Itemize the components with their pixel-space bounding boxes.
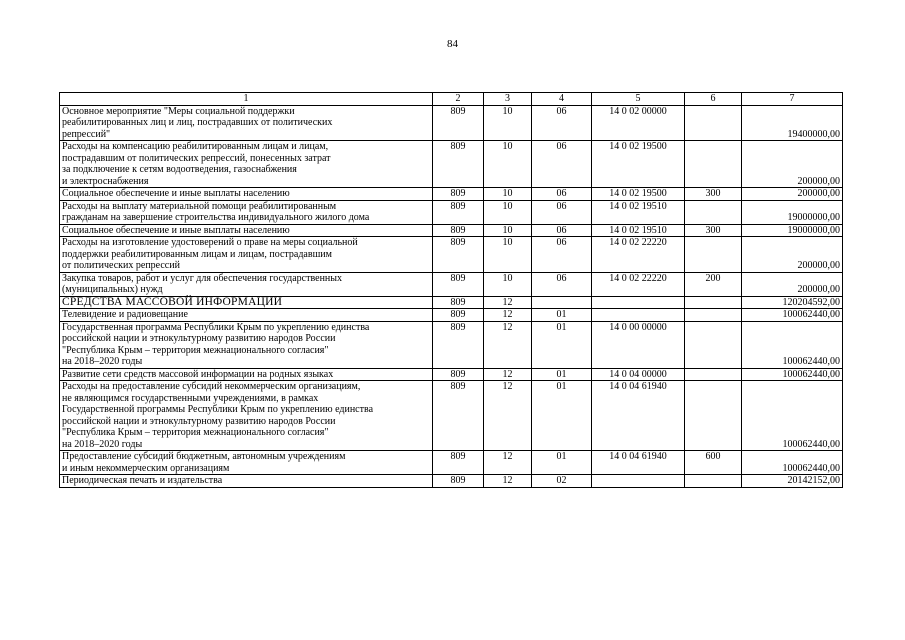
row-csr: 14 0 02 19500 — [592, 188, 685, 201]
row-csr — [592, 309, 685, 322]
table-row — [60, 200, 843, 224]
table-row — [60, 224, 843, 237]
row-rz: 12 — [484, 475, 532, 488]
row-pr: 01 — [532, 368, 592, 381]
row-pr: 01 — [532, 451, 592, 475]
row-rz: 10 — [484, 272, 532, 296]
row-gr: 809 — [433, 200, 484, 224]
row-name: Социальное обеспечение и иные выплаты населению — [60, 224, 433, 237]
row-vr: 600 — [685, 451, 742, 475]
row-name: Расходы на выплату материальной помощи реабилитированным гражданам на завершение строительства индивидуального жилого дома — [60, 200, 433, 224]
row-pr: 06 — [532, 272, 592, 296]
row-csr: 14 0 02 19510 — [592, 200, 685, 224]
row-csr: 14 0 02 19500 — [592, 141, 685, 188]
budget-table — [59, 92, 843, 488]
row-amount: 20142152,00 — [742, 475, 843, 488]
row-vr — [685, 141, 742, 188]
row-gr: 809 — [433, 188, 484, 201]
column-header: 4 — [532, 93, 592, 106]
row-vr — [685, 321, 742, 368]
row-vr: 200 — [685, 272, 742, 296]
row-csr — [592, 475, 685, 488]
table-row-section — [60, 296, 843, 309]
table-row — [60, 381, 843, 451]
row-name: Развитие сети средств массовой информации на родных языках — [60, 368, 433, 381]
row-name: Социальное обеспечение и иные выплаты населению — [60, 188, 433, 201]
row-vr — [685, 200, 742, 224]
table-row — [60, 237, 843, 273]
row-csr: 14 0 02 22220 — [592, 272, 685, 296]
row-vr: 300 — [685, 188, 742, 201]
row-vr — [685, 296, 742, 309]
row-rz: 10 — [484, 224, 532, 237]
row-amount: 200000,00 — [742, 272, 843, 296]
row-pr — [532, 296, 592, 309]
row-rz: 10 — [484, 200, 532, 224]
row-amount: 120204592,00 — [742, 296, 843, 309]
table-row — [60, 451, 843, 475]
table-row — [60, 141, 843, 188]
row-csr: 14 0 04 61940 — [592, 381, 685, 451]
row-csr: 14 0 02 22220 — [592, 237, 685, 273]
table-row — [60, 309, 843, 322]
row-amount: 100062440,00 — [742, 321, 843, 368]
row-rz: 10 — [484, 237, 532, 273]
row-gr: 809 — [433, 475, 484, 488]
row-rz: 10 — [484, 141, 532, 188]
row-gr: 809 — [433, 321, 484, 368]
row-pr: 06 — [532, 105, 592, 141]
row-vr: 300 — [685, 224, 742, 237]
row-gr: 809 — [433, 224, 484, 237]
row-pr: 01 — [532, 321, 592, 368]
row-gr: 809 — [433, 105, 484, 141]
row-name: Государственная программа Республики Крым по укреплению единства российской нации и этнокультурному развитию народов России "Республика Крым – территория межнационального согласия" на 2018–2020 годы — [60, 321, 433, 368]
row-name: Основное мероприятие "Меры социальной поддержки реабилитированных лиц и лиц, пострадавших от политических репрессий" — [60, 105, 433, 141]
table-row — [60, 475, 843, 488]
row-gr: 809 — [433, 141, 484, 188]
row-pr: 01 — [532, 381, 592, 451]
row-gr: 809 — [433, 451, 484, 475]
row-amount: 200000,00 — [742, 141, 843, 188]
row-amount: 100062440,00 — [742, 368, 843, 381]
row-vr — [685, 475, 742, 488]
row-csr: 14 0 04 00000 — [592, 368, 685, 381]
column-header: 7 — [742, 93, 843, 106]
row-vr — [685, 368, 742, 381]
row-name: Предоставление субсидий бюджетным, автономным учреждениям и иным некоммерческим организациям — [60, 451, 433, 475]
table-row — [60, 368, 843, 381]
row-amount: 200000,00 — [742, 237, 843, 273]
row-gr: 809 — [433, 368, 484, 381]
row-amount: 100062440,00 — [742, 451, 843, 475]
row-rz: 12 — [484, 309, 532, 322]
row-amount: 100062440,00 — [742, 309, 843, 322]
row-name: Периодическая печать и издательства — [60, 475, 433, 488]
row-rz: 12 — [484, 381, 532, 451]
row-pr: 06 — [532, 224, 592, 237]
row-gr: 809 — [433, 272, 484, 296]
row-gr: 809 — [433, 381, 484, 451]
row-pr: 06 — [532, 188, 592, 201]
row-vr — [685, 237, 742, 273]
row-vr — [685, 105, 742, 141]
row-amount: 19000000,00 — [742, 200, 843, 224]
row-pr: 01 — [532, 309, 592, 322]
row-name: Расходы на компенсацию реабилитированным лицам и лицам, пострадавшим от политических репрессий, понесенных затрат за подключение к сетям водоотведения, газоснабжения и электроснабжения — [60, 141, 433, 188]
table-row — [60, 321, 843, 368]
row-pr: 02 — [532, 475, 592, 488]
row-amount: 19000000,00 — [742, 224, 843, 237]
row-gr: 809 — [433, 296, 484, 309]
column-header: 3 — [484, 93, 532, 106]
row-pr: 06 — [532, 237, 592, 273]
row-vr — [685, 381, 742, 451]
row-gr: 809 — [433, 237, 484, 273]
row-amount: 200000,00 — [742, 188, 843, 201]
column-header: 5 — [592, 93, 685, 106]
row-rz: 12 — [484, 368, 532, 381]
row-name: Расходы на изготовление удостоверений о праве на меры социальной поддержки реабилитированным лицам и лицам, пострадавшим от политических репрессий — [60, 237, 433, 273]
row-vr — [685, 309, 742, 322]
row-csr: 14 0 00 00000 — [592, 321, 685, 368]
row-pr: 06 — [532, 141, 592, 188]
row-rz: 10 — [484, 105, 532, 141]
row-csr — [592, 296, 685, 309]
row-csr: 14 0 04 61940 — [592, 451, 685, 475]
row-name: СРЕДСТВА МАССОВОЙ ИНФОРМАЦИИ — [60, 296, 433, 309]
row-csr: 14 0 02 19510 — [592, 224, 685, 237]
column-header: 6 — [685, 93, 742, 106]
row-rz: 12 — [484, 321, 532, 368]
table-header-row — [60, 93, 843, 106]
row-rz: 10 — [484, 188, 532, 201]
table-row — [60, 105, 843, 141]
row-name: Закупка товаров, работ и услуг для обеспечения государственных (муниципальных) нужд — [60, 272, 433, 296]
row-csr: 14 0 02 00000 — [592, 105, 685, 141]
page-number: 84 — [447, 38, 458, 50]
row-amount: 100062440,00 — [742, 381, 843, 451]
row-rz: 12 — [484, 451, 532, 475]
row-name: Телевидение и радиовещание — [60, 309, 433, 322]
column-header: 2 — [433, 93, 484, 106]
row-name: Расходы на предоставление субсидий некоммерческим организациям, не являющимся государственными учреждениями, в рамках Государственной программы Республики Крым по укреплению единства российской нации и этнокультурному развитию народов России "Республика Крым – территория межнационального согласия" на 2018–2020 годы — [60, 381, 433, 451]
table-row — [60, 272, 843, 296]
column-header: 1 — [60, 93, 433, 106]
row-pr: 06 — [532, 200, 592, 224]
table-row — [60, 188, 843, 201]
row-gr: 809 — [433, 309, 484, 322]
row-amount: 19400000,00 — [742, 105, 843, 141]
row-rz: 12 — [484, 296, 532, 309]
